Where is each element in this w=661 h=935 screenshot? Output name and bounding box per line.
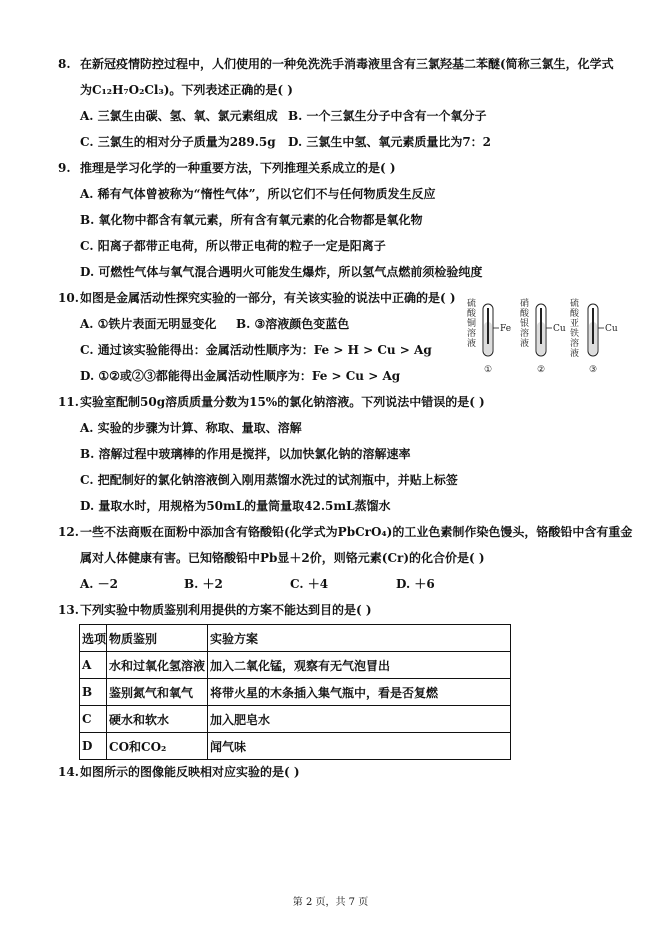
solution-char: 银 [520,319,530,329]
test-tube-1 [467,298,511,375]
solution-char: 铜 [467,319,477,329]
q9-option-d: D. 可燃性气体与氧气混合遇明火可能发生爆炸，所以氢气点燃前须检验纯度 [80,265,483,279]
question-9-stem [58,160,618,176]
question-8-stem-line2: 为C₁₂H₇O₂Cl₃)。下列表述正确的是( ) [80,83,293,97]
q9-option-c: C. 阳离子都带正电荷，所以带正电荷的粒子一定是阳离子 [80,239,386,253]
question-11-stem [58,394,618,410]
question-number: 13. [58,603,79,617]
question-number: 14. [58,765,79,779]
header-method: 实验方案 [208,625,511,652]
tube-2-label: ② [537,365,546,375]
q12-option-a: A. －2 [80,577,119,591]
row-substances: 鉴别氮气和氧气 [107,679,208,706]
question-text: 如图所示的图像能反映相对应实验的是( ) [80,765,300,779]
row-method: 将带火星的木条插入集气瓶中，看是否复燃 [208,679,511,706]
table-header-row [80,625,511,652]
q11-option-c: C. 把配制好的氯化钠溶液倒入刚用蒸馏水洗过的试剂瓶中，并贴上标签 [80,473,458,487]
q10-option-d: D. ①②或②③都能得出金属活动性顺序为：Fe > Cu > Ag [80,369,401,383]
q12-option-c: C. ＋4 [290,577,329,591]
q8-option-b: B. 一个三氯生分子中含有一个氧分子 [288,109,487,123]
solution-char: 硫 [570,299,580,309]
question-text: 实验室配制50g溶质质量分数为15%的氯化钠溶液。下列说法中错误的是( ) [80,395,485,409]
question-text: 如图是金属活动性探究实验的一部分，有关该实验的说法中正确的是( ) [80,291,456,305]
q9-option-a: A. 稀有气体曾被称为“惰性气体”，所以它们不与任何物质发生反应 [80,187,436,201]
question-number: 9. [58,161,71,175]
solution-char: 酸 [520,309,530,319]
question-text: 在新冠疫情防控过程中，人们使用的一种免洗洗手消毒液里含有三氯羟基二苯醚(简称三氯生，化学式 [80,57,614,71]
row-method: 加入二氧化锰，观察有无气泡冒出 [208,652,511,679]
q10-option-c: C. 通过该实验能得出：金属活动性顺序为：Fe > H > Cu > Ag [80,343,432,357]
question-number: 12. [58,525,79,539]
metal-activity-diagram [465,298,635,376]
table-row [80,733,511,760]
question-12-stem-line2: 属对人体健康有害。已知铬酸铅中Pb显＋2价，则铬元素(Cr)的化合价是( ) [80,551,485,565]
q8-option-d: D. 三氯生中氢、氧元素质量比为7：2 [288,135,492,149]
question-12-stem [58,524,633,540]
solution-char: 硝 [520,299,530,309]
solution-char: 溶 [520,329,530,339]
tube-1-metal: Fe [500,324,512,334]
row-substances: CO和CO₂ [107,733,208,760]
table-row [80,652,511,679]
row-option: C [80,706,107,733]
question-text: 推理是学习化学的一种重要方法，下列推理关系成立的是( ) [80,161,396,175]
tube-3-metal: Cu [605,324,618,334]
solution-char: 硫 [467,299,477,309]
identification-table [79,624,511,760]
header-option: 选项 [80,625,107,652]
row-option: B [80,679,107,706]
solution-char: 溶 [467,329,477,339]
header-substances: 物质鉴别 [107,625,208,652]
row-method: 闻气味 [208,733,511,760]
solution-char: 液 [520,339,530,349]
q8-option-a: A. 三氯生由碳、氢、氧、氯元素组成 [80,109,278,123]
q10-option-b: B. ③溶液颜色变蓝色 [236,317,350,331]
question-text: 下列实验中物质鉴别利用提供的方案不能达到目的是( ) [80,603,372,617]
q9-option-b: B. 氧化物中都含有氧元素，所有含有氧元素的化合物都是氧化物 [80,213,423,227]
q11-option-d: D. 量取水时，用规格为50mL的量筒量取42.5mL蒸馏水 [80,499,391,513]
solution-char: 溶 [570,339,580,349]
test-tube-3 [570,298,618,375]
question-number: 10. [58,291,79,305]
table-row [80,706,511,733]
row-method: 加入肥皂水 [208,706,511,733]
solution-char: 酸 [570,309,580,319]
tube-3-label: ③ [589,365,598,375]
solution-char: 铁 [570,329,580,339]
tube-3-solution [570,298,580,359]
row-substances: 硬水和软水 [107,706,208,733]
q11-option-b: B. 溶解过程中玻璃棒的作用是搅拌，以加快氯化钠的溶解速率 [80,447,411,461]
q8-option-c: C. 三氯生的相对分子质量为289.5g [80,135,276,149]
page-footer: 第 2 页，共 7 页 [292,897,369,908]
test-tube-2 [520,298,566,375]
row-option: A [80,652,107,679]
question-number: 11. [58,395,79,409]
row-option: D [80,733,107,760]
q11-option-a: A. 实验的步骤为计算、称取、量取、溶解 [80,421,302,435]
q12-option-b: B. ＋2 [184,577,223,591]
question-text: 一些不法商贩在面粉中添加含有铬酸铅(化学式为PbCrO₄)的工业色素制作染色馒头，铬酸铅中含有重金 [80,525,633,539]
row-substances: 水和过氧化氢溶液 [107,652,208,679]
question-number: 8. [58,57,71,71]
solution-char: 酸 [467,309,477,319]
solution-char: 亚 [570,319,580,329]
q10-option-a: A. ①铁片表面无明显变化 [80,317,217,331]
tube-2-solution [520,298,530,349]
tube-1-solution-char-1 [467,298,477,349]
tube-2-metal: Cu [553,324,566,334]
question-8-stem [58,56,618,72]
q12-option-d: D. ＋6 [396,577,435,591]
solution-char: 液 [467,339,477,349]
solution-char: 液 [570,349,580,359]
table-row [80,679,511,706]
tube-1-label: ① [484,365,493,375]
question-13-stem [58,602,618,618]
question-14-stem [58,764,618,780]
